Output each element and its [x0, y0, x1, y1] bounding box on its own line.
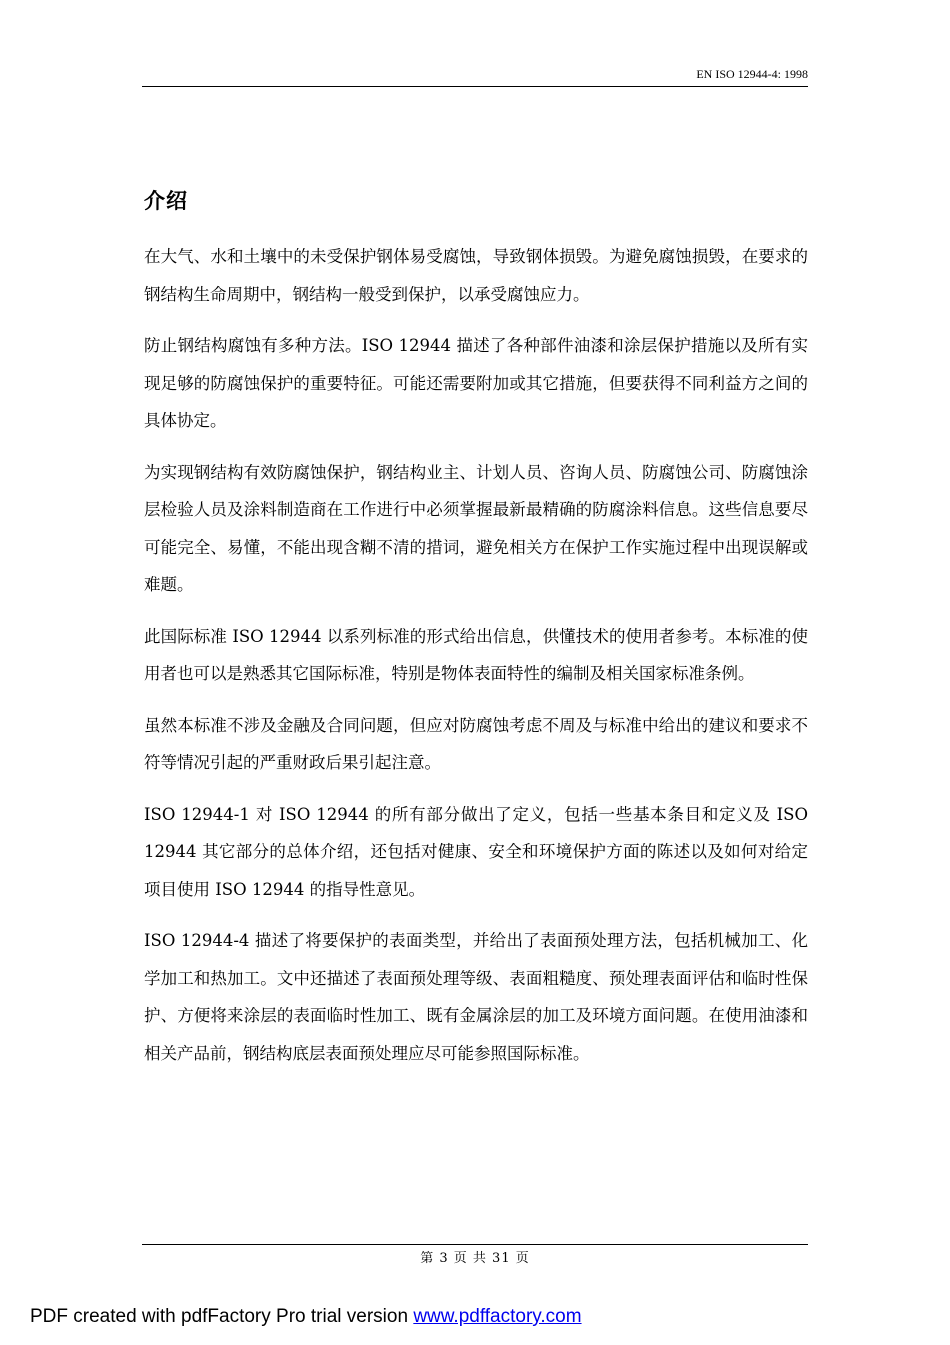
paragraph-7: ISO 12944-4 描述了将要保护的表面类型，并给出了表面预处理方法，包括机械加工、化学加工和热加工。文中还描述了表面预处理等级、表面粗糙度、预处理表面评估和临时性保护、方便将来涂层的表面临时性加工、既有金属涂层的加工及环境方面问题。在使用油漆和相关产品前，钢结构底层表面预处理应尽可能参照国际标准。: [144, 931, 808, 1063]
section-title: 介绍: [144, 188, 188, 213]
body-text: [144, 238, 808, 1086]
paragraph-1: 在大气、水和土壤中的未受保护钢体易受腐蚀，导致钢体损毁。为避免腐蚀损毁，在要求的钢结构生命周期中，钢结构一般受到保护，以承受腐蚀应力。: [144, 247, 808, 304]
banner-text: PDF created with pdfFactory Pro trial version: [30, 1306, 414, 1327]
paragraph-5: 虽然本标准不涉及金融及合同问题，但应对防腐蚀考虑不周及与标准中给出的建议和要求不符等情况引起的严重财政后果引起注意。: [144, 715, 808, 772]
page-number: 第 3 页 共 31 页: [420, 1251, 530, 1266]
header-doc-code: EN ISO 12944-4: 1998: [696, 67, 808, 81]
footer-rule: [142, 1244, 808, 1245]
pdffactory-banner: [30, 1306, 582, 1328]
paragraph-4: 此国际标准 ISO 12944 以系列标准的形式给出信息，供懂技术的使用者参考。本标准的使用者也可以是熟悉其它国际标准，特别是物体表面特性的编制及相关国家标准条例。: [144, 626, 808, 683]
paragraph-3: 为实现钢结构有效防腐蚀保护，钢结构业主、计划人员、咨询人员、防腐蚀公司、防腐蚀涂层检验人员及涂料制造商在工作进行中必须掌握最新最精确的防腐涂料信息。这些信息要尽可能完全、易懂，不能出现含糊不清的措词，避免相关方在保护工作实施过程中出现误解或难题。: [144, 462, 808, 594]
pdffactory-link[interactable]: www.pdffactory.com: [413, 1306, 582, 1327]
paragraph-2: 防止钢结构腐蚀有多种方法。ISO 12944 描述了各种部件油漆和涂层保护措施以及所有实现足够的防腐蚀保护的重要特征。可能还需要附加或其它措施，但要获得不同利益方之间的具体协定。: [144, 336, 808, 430]
header-rule: [142, 86, 808, 87]
paragraph-6: ISO 12944-1 对 ISO 12944 的所有部分做出了定义，包括一些基本条目和定义及 ISO 12944 其它部分的总体介绍，还包括对健康、安全和环境保护方面的陈述以及如何对给定项目使用 ISO 12944 的指导性意见。: [144, 804, 808, 899]
